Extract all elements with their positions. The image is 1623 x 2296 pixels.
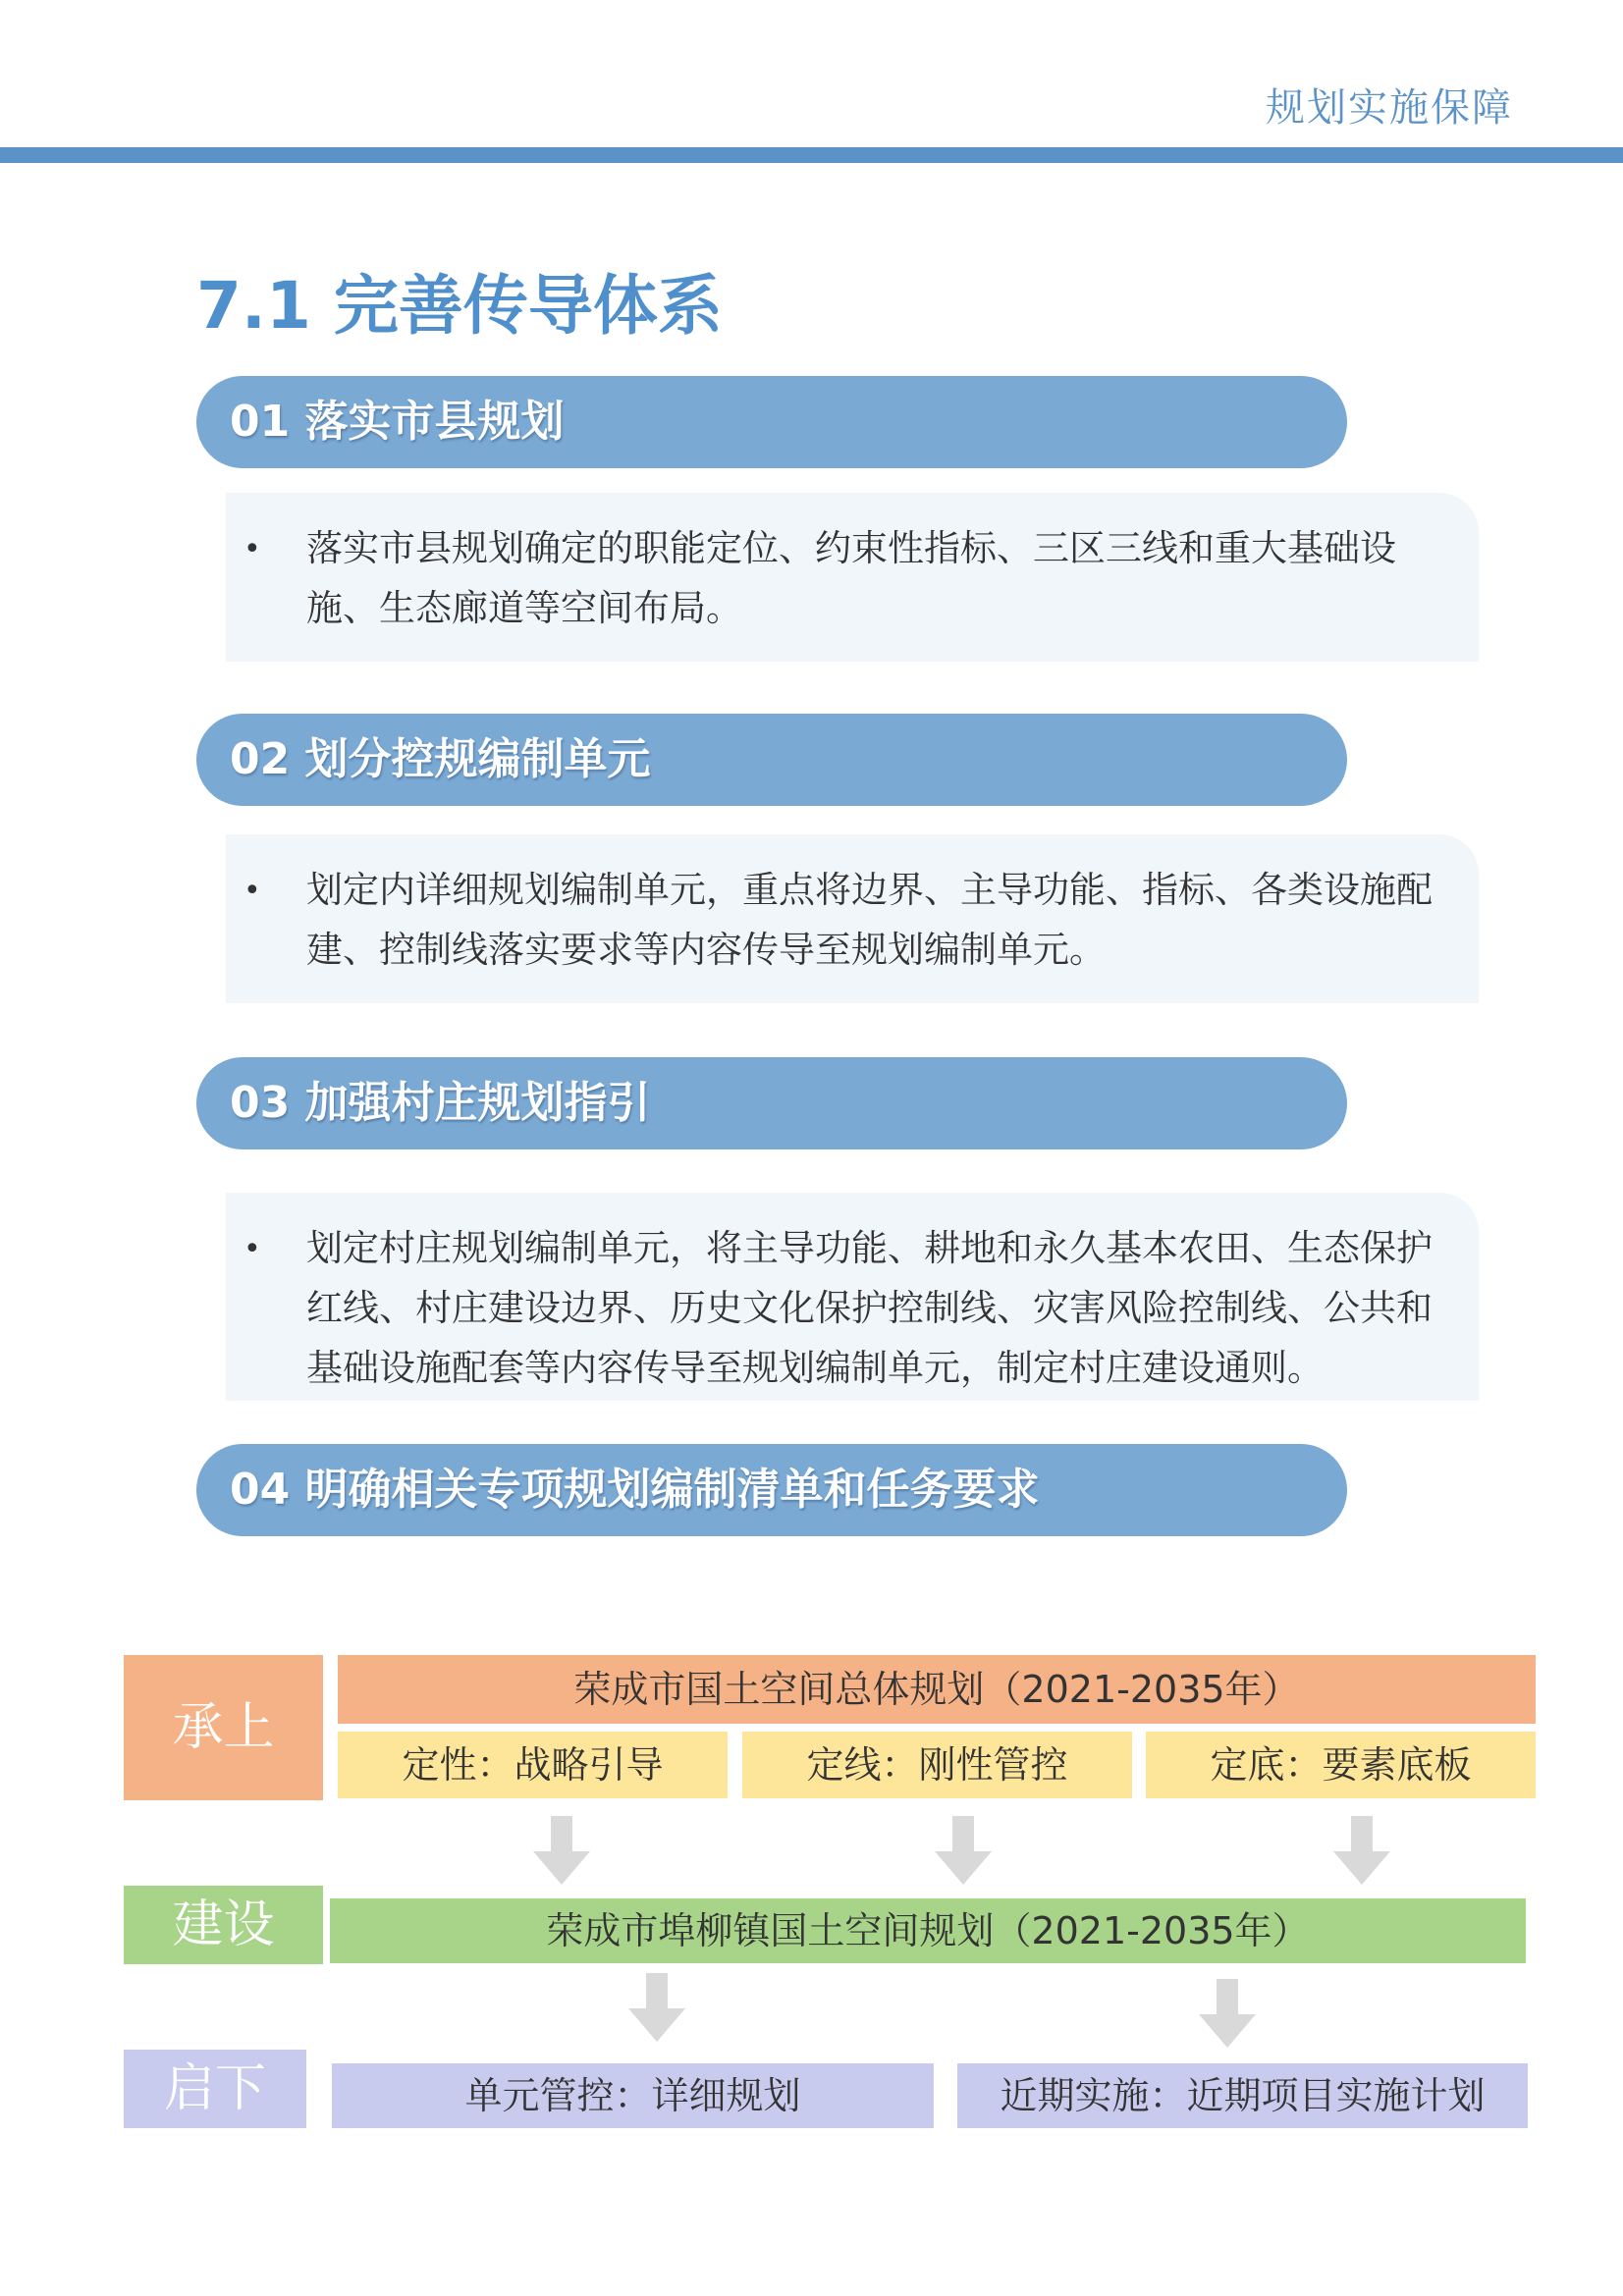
item-text-02: 划定内详细规划编制单元，重点将边界、主导功能、指标、各类设施配建、控制线落实要求等内容传导至规划编制单元。 (306, 869, 1433, 971)
diagram-lower-near-term: 近期实施：近期项目实施计划 (957, 2063, 1528, 2128)
header-rule (0, 147, 1623, 163)
diagram-aspect-lines: 定线：刚性管控 (742, 1732, 1132, 1798)
item-box-03 (226, 1193, 1479, 1401)
diagram-label-middle: 建设 (124, 1886, 323, 1964)
section-title: 7.1 完善传导体系 (196, 268, 723, 344)
item-box-02 (226, 834, 1479, 1003)
bullet-icon: • (243, 1232, 261, 1266)
item-heading-03: 03 加强村庄规划指引 (196, 1057, 1347, 1149)
item-text-03: 划定村庄规划编制单元，将主导功能、耕地和永久基本农田、生态保护红线、村庄建设边界、历史文化保护控制线、灾害风险控制线、公共和基础设施配套等内容传导至规划编制单元，制定村庄建设通则。 (306, 1227, 1433, 1389)
down-arrow-icon (628, 1973, 685, 2042)
diagram-middle-plan: 荣成市埠柳镇国土空间规划（2021-2035年） (330, 1898, 1526, 1963)
item-box-01 (226, 493, 1479, 662)
item-heading-01: 01 落实市县规划 (196, 376, 1347, 468)
item-heading-02: 02 划分控规编制单元 (196, 714, 1347, 806)
diagram-label-lower: 启下 (124, 2050, 306, 2128)
down-arrow-icon (935, 1816, 992, 1885)
diagram-lower-unit-control: 单元管控：详细规划 (332, 2063, 934, 2128)
diagram-label-upper: 承上 (124, 1655, 323, 1800)
item-text-01: 落实市县规划确定的职能定位、约束性指标、三区三线和重大基础设施、生态廊道等空间布局。 (306, 527, 1396, 629)
down-arrow-icon (1199, 1979, 1256, 2048)
bullet-icon: • (243, 874, 261, 908)
bullet-icon: • (243, 532, 261, 566)
running-title: 规划实施保障 (1266, 85, 1513, 131)
diagram-aspect-baseline: 定底：要素底板 (1146, 1732, 1536, 1798)
diagram-aspect-qualitative: 定性：战略引导 (338, 1732, 728, 1798)
item-heading-04: 04 明确相关专项规划编制清单和任务要求 (196, 1444, 1347, 1536)
down-arrow-icon (533, 1816, 590, 1885)
down-arrow-icon (1333, 1816, 1390, 1885)
diagram-upper-plan: 荣成市国土空间总体规划（2021-2035年） (338, 1655, 1536, 1724)
